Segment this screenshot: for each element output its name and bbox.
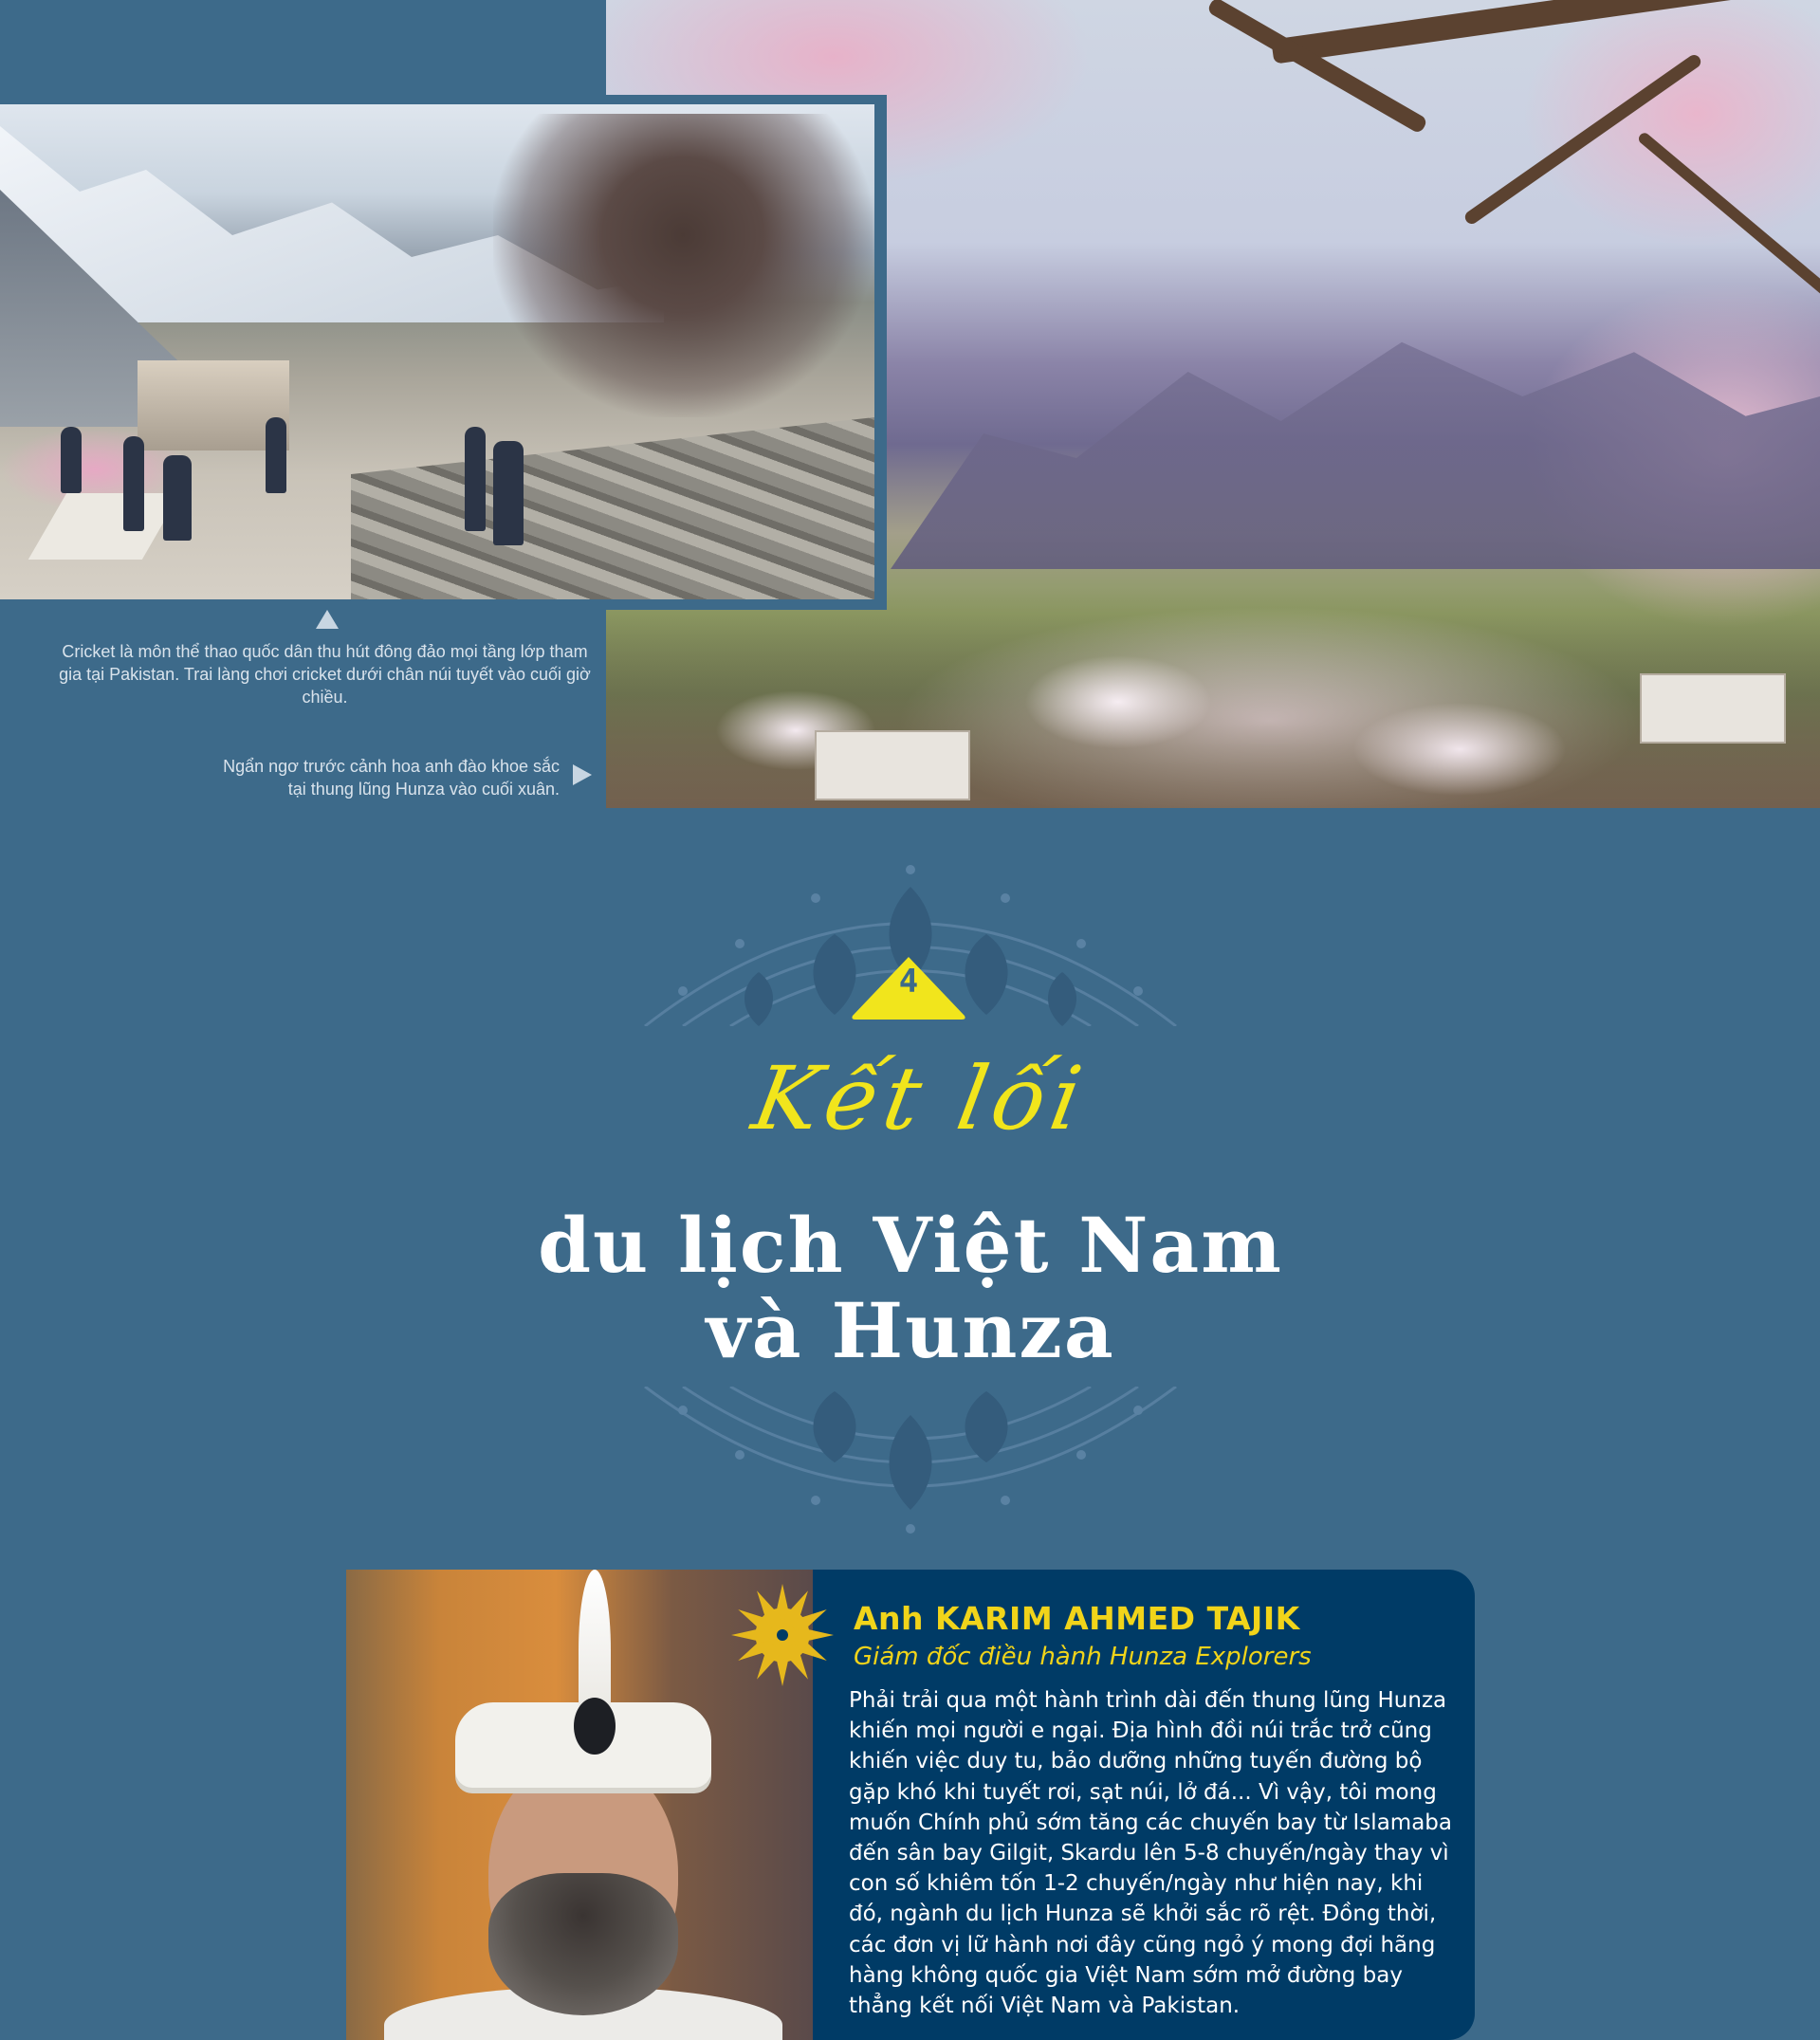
section-number: 4 xyxy=(898,963,919,1001)
cricket-caption: Cricket là môn thể thao quốc dân thu hút đông đảo mọi tầng lớp tham gia tại Pakistan. Trai làng chơi cricket dưới chân núi tuyết vào cuối giờ chiều. xyxy=(59,642,591,707)
cricket-photo xyxy=(0,104,874,599)
blossom-caption-line2: tại thung lũng Hunza vào cuối xuân. xyxy=(287,780,560,799)
section-title-script: Kết lối xyxy=(745,1048,1094,1149)
blossom-caption xyxy=(152,755,560,800)
section-title-line1: du lịch Việt Nam xyxy=(538,1201,1283,1290)
profile-name: Anh KARIM AHMED TAJIK xyxy=(854,1600,1300,1637)
profile-card xyxy=(346,1570,1475,2040)
profile-quote: Phải trải qua một hành trình dài đến thung lũng Hunza khiến mọi người e ngại. Địa hình đồi núi trắc trở cũng khiến việc duy tu, bảo dưỡng những tuyến đường bộ gặp khó khi tuyết rơi, sạt núi, lở đá... Vì vậy, tôi mong muốn Chính phủ sớm tăng các chuyến bay từ Islamaba đến sân bay Gilgit, Skardu lên 5-8 chuyến/ngày thay vì con số khiêm tốn 1-2 chuyến/ngày như hiện nay, khi đó, ngành du lịch Hunza sẽ khởi sắc rõ rệt. Đồng thời, các đơn vị lữ hành nơi đây cũng ngỏ ý mong đợi hãng hàng không quốc gia Việt Nam sớm mở đường bay thẳng kết nối Việt Nam và Pakistan. xyxy=(849,1688,1452,2019)
caption-pointer-up-icon xyxy=(316,610,339,629)
section-title-line2: và Hunza xyxy=(706,1286,1115,1375)
mandala-ornament-bottom-icon xyxy=(626,1387,1195,1538)
caption-pointer-right-icon xyxy=(573,764,592,785)
section-number-badge xyxy=(849,953,968,1021)
profile-role: Giám đốc điều hành Hunza Explorers xyxy=(854,1643,1312,1671)
sunburst-emblem-icon xyxy=(730,1583,835,1687)
blossom-caption-line1: Ngẩn ngơ trước cảnh hoa anh đào khoe sắc xyxy=(223,757,560,776)
